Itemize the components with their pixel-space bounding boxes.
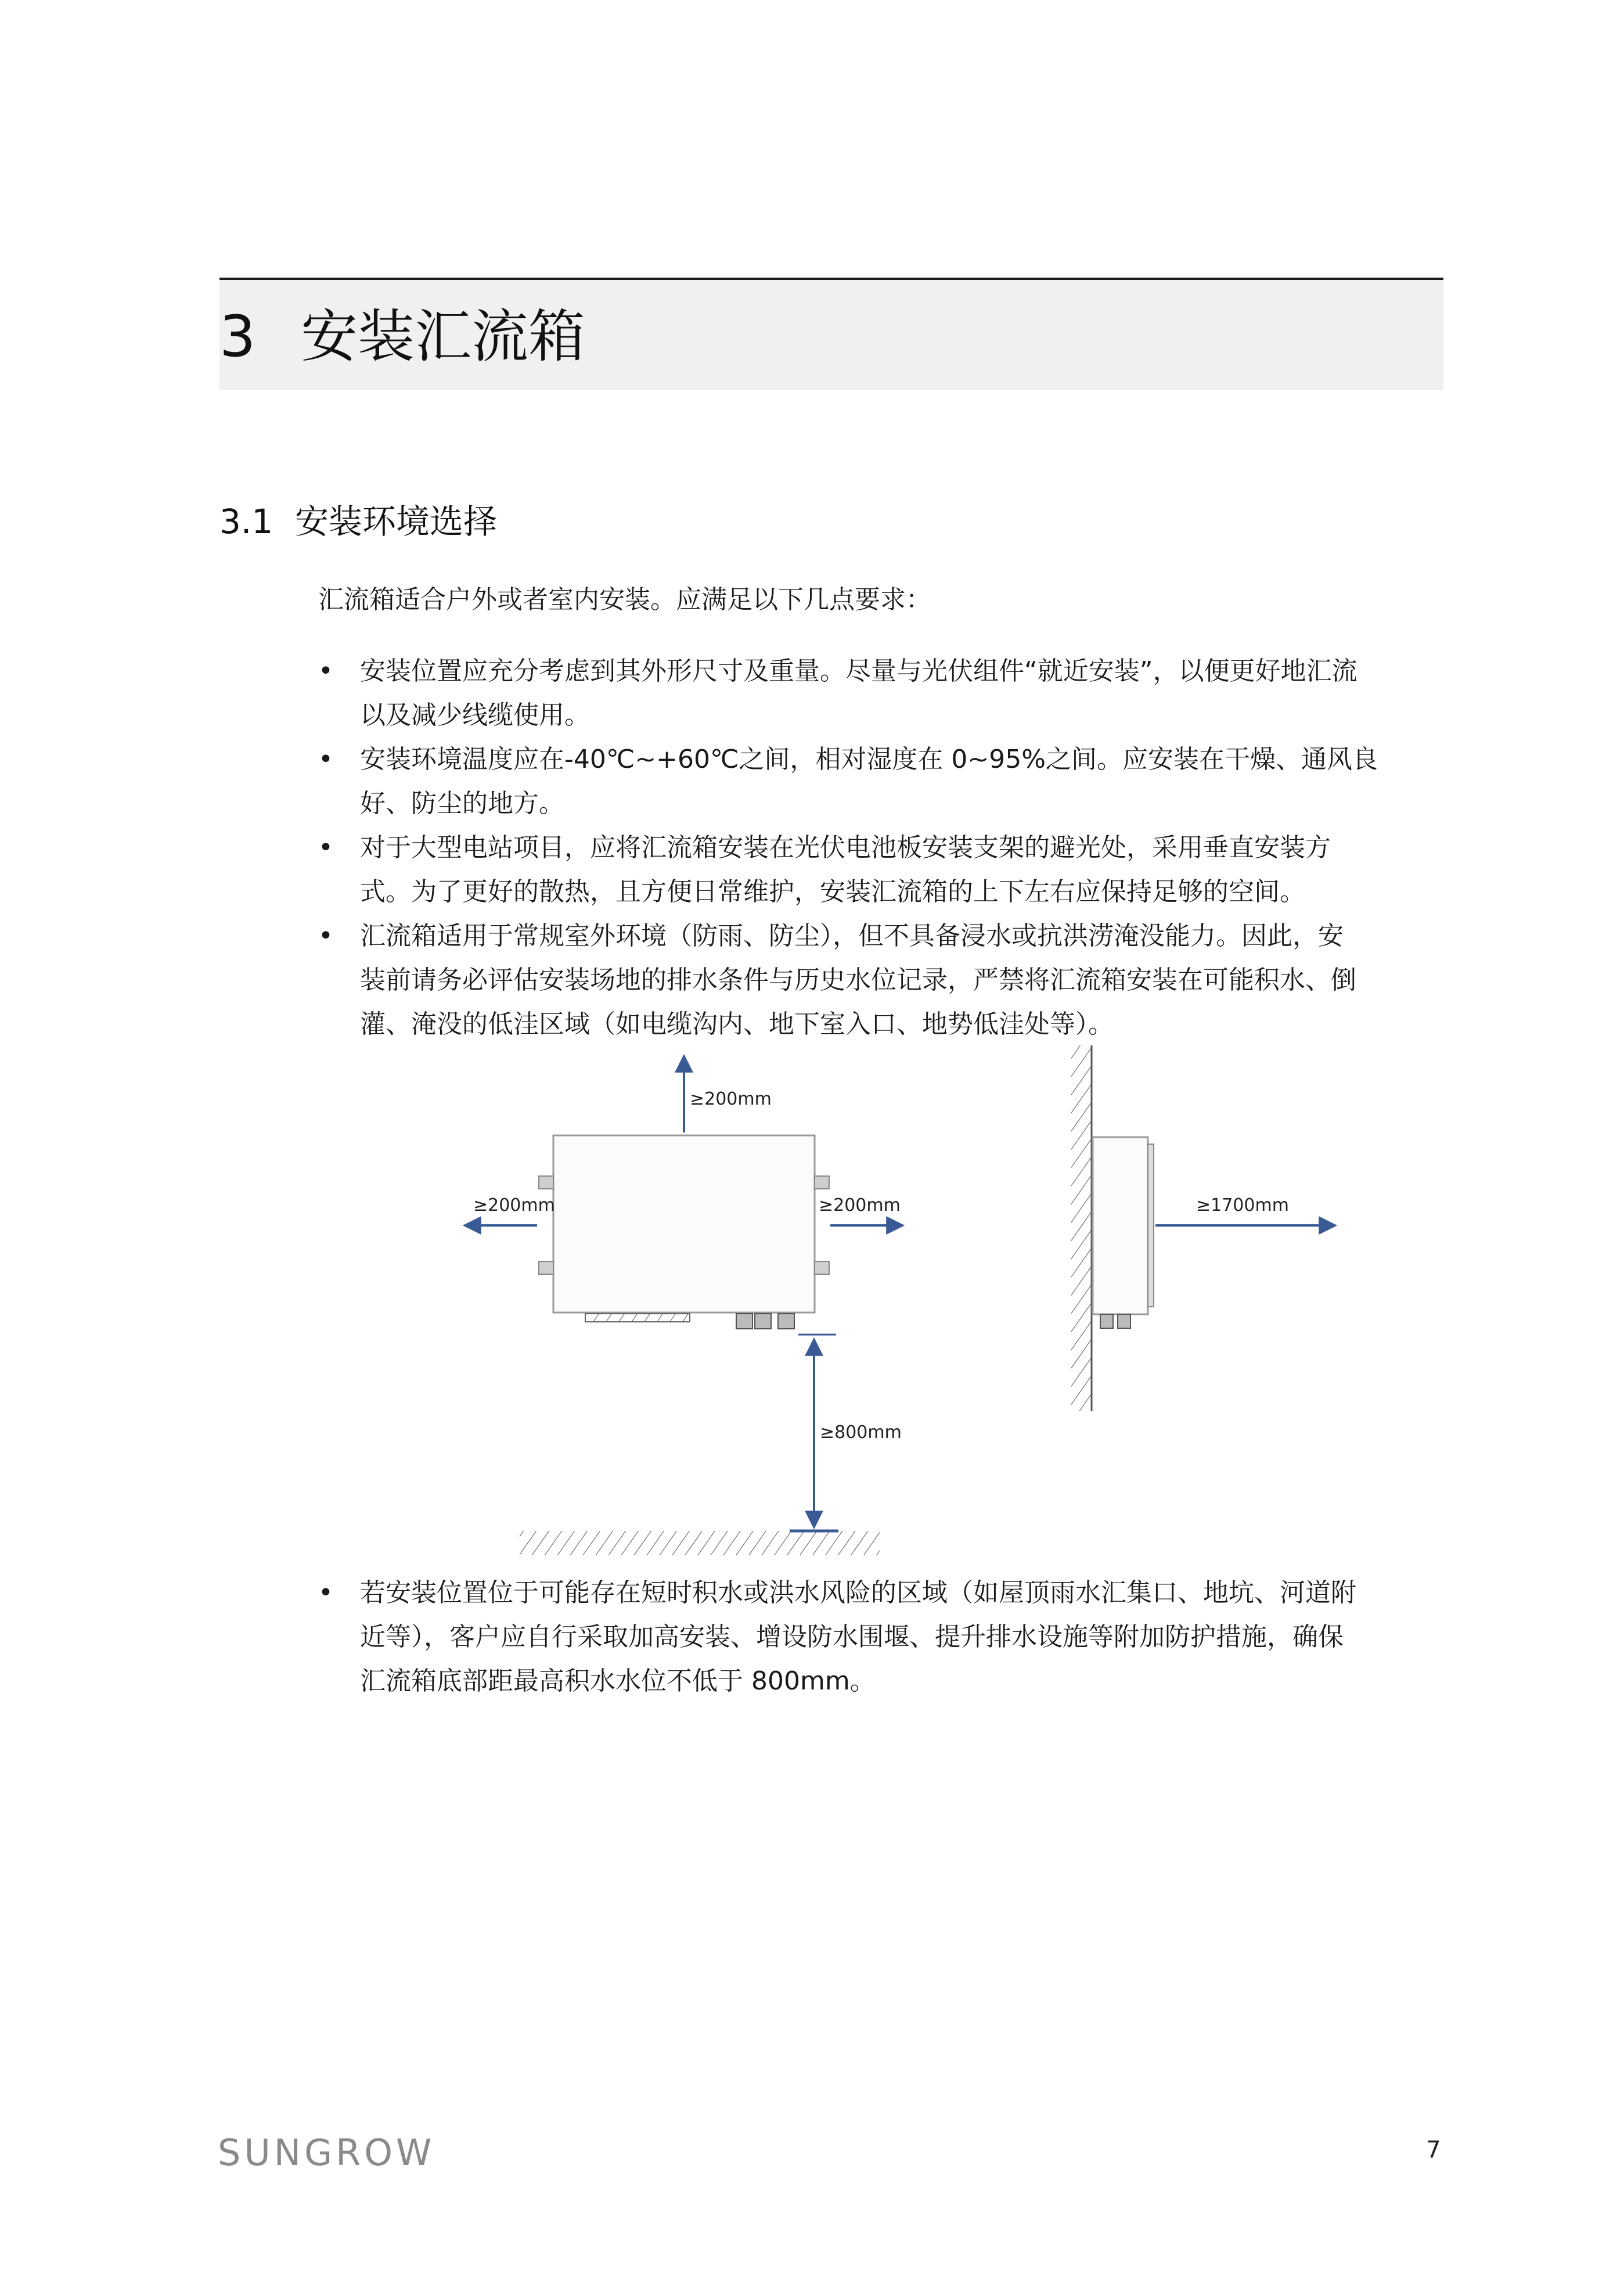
list-item-line: 以及减少线缆使用。 xyxy=(360,700,590,730)
front-clearance-label: ≥1700mm xyxy=(1196,1195,1289,1216)
requirements-list xyxy=(318,649,1450,1047)
sungrow-logo: SUNGROW xyxy=(218,2131,435,2174)
side-connector xyxy=(1118,1314,1130,1328)
section-title-text: 安装环境选择 xyxy=(295,502,498,541)
connector xyxy=(778,1314,794,1329)
chapter-header xyxy=(219,278,1443,390)
list-item-line: 汇流箱适用于常规室外环境（防雨、防尘），但不具备浸水或抗洪涝淹没能力。因此，安 xyxy=(360,921,1344,951)
combiner-box-front xyxy=(539,1135,829,1329)
bullet-dot: • xyxy=(318,833,333,862)
ground-hatch xyxy=(520,1531,880,1555)
bottom-clearance-label: ≥800mm xyxy=(820,1422,902,1443)
top-clearance-label: ≥200mm xyxy=(690,1089,772,1109)
mount-tab xyxy=(539,1261,553,1274)
bullet-dot: • xyxy=(318,921,333,951)
list-item-line: 安装位置应充分考虑到其外形尺寸及重量。尽量与光伏组件“就近安装”，以便更好地汇流 xyxy=(360,656,1357,686)
list-item xyxy=(318,826,1450,914)
list-item-line: 装前请务必评估安装场地的排水条件与历史水位记录，严禁将汇流箱安装在可能积水、倒 xyxy=(360,965,1356,995)
list-item-line: 式。为了更好的散热，且方便日常维护，安装汇流箱的上下左右应保持足够的空间。 xyxy=(360,877,1305,907)
list-item-line: 灌、淹没的低洼区域（如电缆沟内、地下室入口、地势低洼处等）。 xyxy=(360,1009,1114,1039)
side-cover xyxy=(1148,1144,1154,1307)
list-item-line: 对于大型电站项目，应将汇流箱安装在光伏电池板安装支架的避光处，采用垂直安装方 xyxy=(360,833,1331,862)
chapter-number: 3 xyxy=(219,304,256,370)
right-clearance-label: ≥200mm xyxy=(819,1195,901,1216)
list-item xyxy=(318,738,1450,826)
list-item-line: 汇流箱底部距最高积水水位不低于 800mm。 xyxy=(360,1666,876,1696)
bullet-dot: • xyxy=(318,1578,333,1608)
clearance-diagram xyxy=(0,1034,1624,1568)
section-title xyxy=(219,498,497,545)
mount-tab xyxy=(815,1176,829,1189)
bullet-dot: • xyxy=(318,656,333,686)
list-item xyxy=(318,914,1450,1047)
side-connector xyxy=(1100,1314,1113,1328)
list-item-line: 好、防尘的地方。 xyxy=(360,789,564,818)
chapter-title-text: 安装汇流箱 xyxy=(301,304,586,370)
list-item xyxy=(318,649,1450,738)
side-body xyxy=(1093,1137,1148,1314)
box-body xyxy=(553,1135,815,1313)
mount-tab xyxy=(815,1261,829,1274)
connector xyxy=(736,1314,752,1329)
list-item-line: 近等），客户应自行采取加高安装、增设防水围堰、提升排水设施等附加防护措施，确保 xyxy=(360,1622,1344,1652)
list-item xyxy=(318,1571,1450,1703)
connector xyxy=(755,1314,771,1329)
chapter-title xyxy=(219,302,585,372)
wall-hatch xyxy=(1071,1045,1092,1411)
list-item-line: 若安装位置位于可能存在短时积水或洪水风险的区域（如屋顶雨水汇集口、地坑、河道附 xyxy=(360,1578,1356,1608)
flood-protection-list xyxy=(318,1571,1450,1703)
intro-paragraph: 汇流箱适合户外或者室内安装。应满足以下几点要求： xyxy=(318,585,931,614)
mount-tab xyxy=(539,1176,553,1189)
bullet-dot: • xyxy=(318,745,333,774)
left-clearance-label: ≥200mm xyxy=(473,1195,555,1216)
list-item-line: 安装环境温度应在-40℃~+60℃之间，相对湿度在 0~95%之间。应安装在干燥、通风良 xyxy=(360,745,1378,774)
section-number: 3.1 xyxy=(219,502,273,541)
cable-glands xyxy=(585,1314,690,1322)
combiner-box-side xyxy=(1093,1137,1154,1328)
page-number: 7 xyxy=(1426,2137,1441,2163)
